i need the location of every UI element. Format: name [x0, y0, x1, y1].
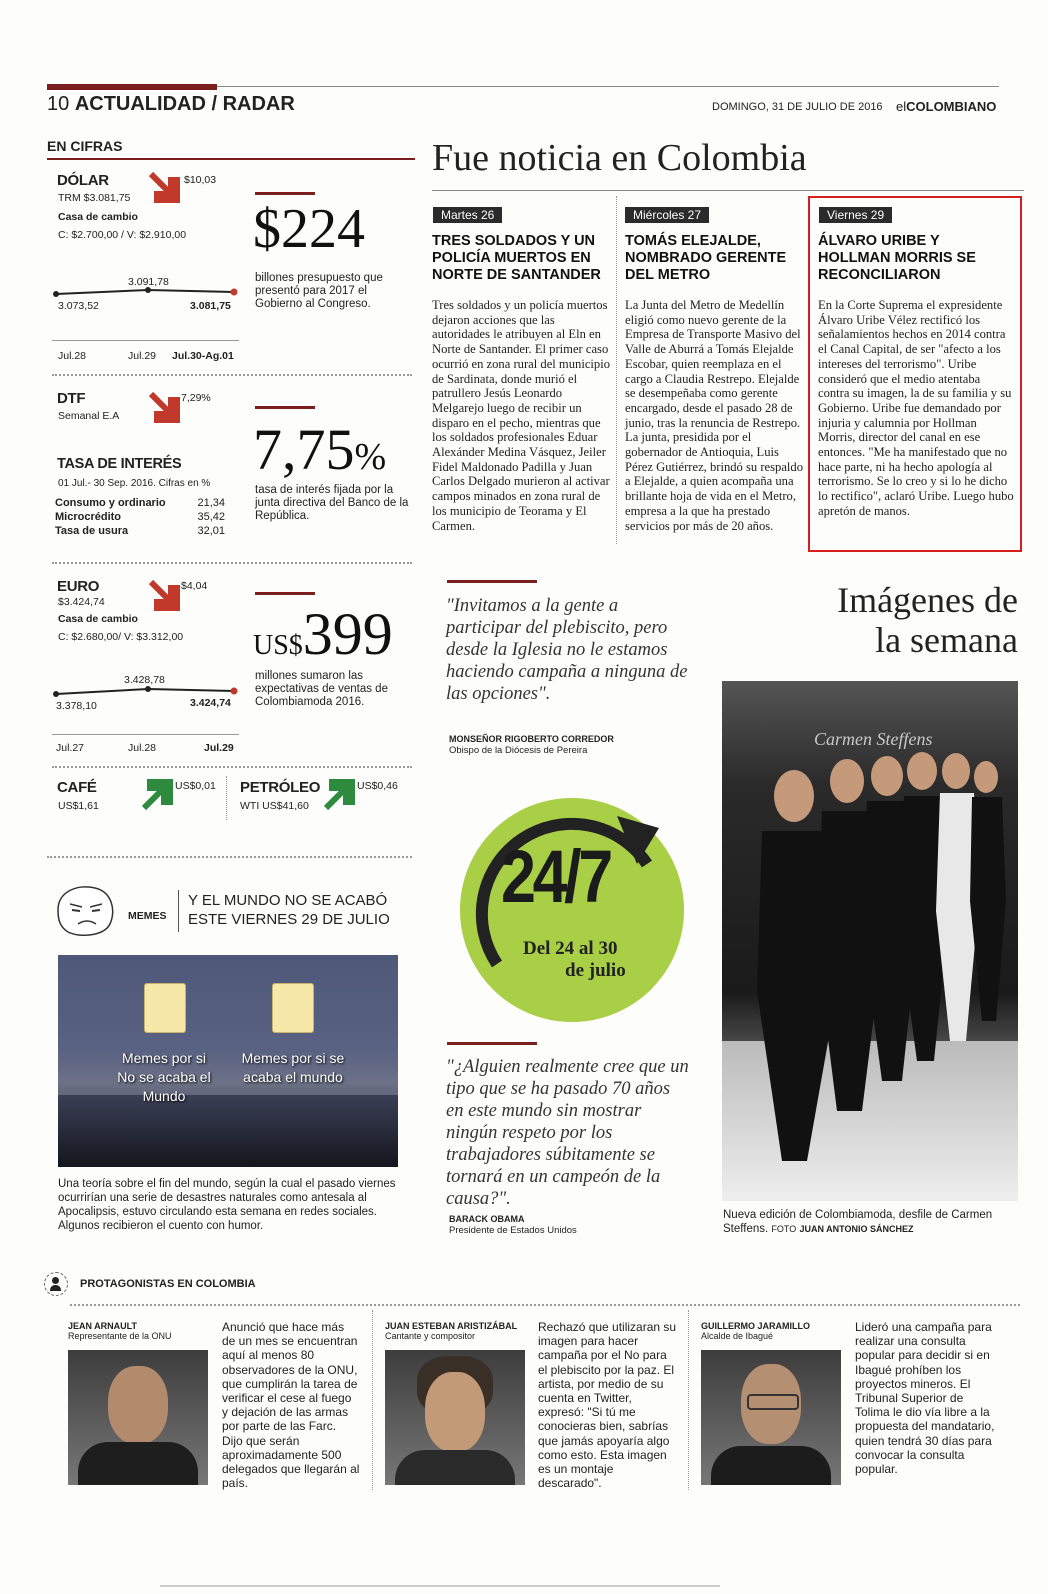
runway-photo — [722, 681, 1018, 1201]
big1-value: $224 — [253, 198, 365, 260]
issue-date: DOMINGO, 31 DE JULIO DE 2016 — [712, 101, 883, 113]
person-icon — [44, 1272, 68, 1296]
big2-pct: % — [354, 436, 387, 478]
big3-number: 399 — [302, 601, 393, 667]
euro-axis — [52, 734, 239, 735]
imagenes-caption-text: Nueva edición de Colombiamoda, desfile de Carmen Steffens. — [723, 1209, 993, 1235]
person-name: JEAN ARNAULT — [68, 1321, 137, 1331]
meme-face-icon — [50, 880, 120, 940]
quote1-text: "Invitamos a la gente a participar del plebiscito, pero desde la Iglesia no le estamos haciendo campaña a ninguna de las opciones". — [446, 596, 688, 704]
meme-sea — [58, 1095, 398, 1167]
arrow-up-icon — [140, 778, 174, 812]
protagonistas-label: PROTAGONISTAS EN COLOMBIA — [80, 1278, 256, 1290]
person-name: GUILLERMO JARAMILLO — [701, 1321, 810, 1331]
bottom-rule — [160, 1585, 720, 1587]
dolar-title: DÓLAR — [57, 172, 109, 189]
subsection-name: RADAR — [222, 93, 295, 115]
petroleo-title: PETRÓLEO — [240, 779, 321, 796]
euro-casa-value: C: $2.680,00/ V: $3.312,00 — [58, 631, 184, 643]
dolar-v2: 3.091,78 — [128, 276, 169, 288]
person-role: Representante de la ONU — [68, 1331, 172, 1341]
tasa-value: 35,42 — [197, 511, 225, 523]
news-headline: ÁLVARO URIBE Y HOLLMAN MORRIS SE RECONCILIARON — [818, 233, 976, 283]
protagonistas-rule — [70, 1304, 1020, 1306]
person-text: Rechazó que utilizaran su imagen para hacer campaña por el No para el plebiscito por la paz. El artista, por medio de su cuenta en Twitter, expresó: "Si tú me conocieras bien, sabrías que jamás apoyaría algo como esto. Esta imagen es un montaje descarado". — [538, 1320, 677, 1491]
foto-author: JUAN ANTONIO SÁNCHEZ — [799, 1224, 914, 1234]
petroleo-value: WTI US$41,60 — [240, 800, 309, 812]
person-text: Lideró una campaña para realizar una consulta popular para decidir si en Ibagué prohíben los proyectos mineros. El Tribunal Superior de Tolima le dio vía libre a la propuesta del mandatario, quien tendrá 30 días para convocar la consulta popular. — [855, 1320, 995, 1477]
section-name: ACTUALIDAD — [74, 93, 206, 115]
quote2-role: Presidente de Estados Unidos — [449, 1225, 577, 1236]
arrow-down-icon — [147, 578, 181, 612]
folder-icon[interactable] — [272, 983, 314, 1033]
news-body: En la Corte Suprema el expresidente Álvaro Uribe Vélez rectificó los señalamientos hechos en 2014 contra el Canal Capital, de ser "afecto a los intereses del terrorismo". Uribe consideró que el medio atentaba contra su imagen, la de su familia y su Gobierno. Uribe fue demandado por injuria y calumnia por Hollman Morris, director del canal en ese entonces. "Me ha manifestado que no hace parte, ni ha hecho apología al terrorismo. Se lo creo y si lo he dicho lo rectifico", aclaró Uribe. Luego hubo apretón de manos. — [818, 298, 1014, 518]
big2-rule — [255, 406, 315, 409]
noticia-rule — [432, 190, 1024, 191]
quote2-author: BARACK OBAMA — [449, 1214, 525, 1224]
news-body: La Junta del Metro de Medellín eligió como nuevo gerente de la Empresa de Transporte Masivo del Valle de Aburrá a Tomás Elejalde Escobar, quien reemplaza en el cargo a Claudia Restrepo. Elejalde se desempeñaba como gerente encargado, desde el pasado 28 de junio, tras la renuncia de Restrepo. La junta, presidida por el gobernador de Antioquia, Luis Pérez Gutiérrez, brindó su respaldo a Elejalde, a quien acompaña una brillante hoja de vida en el Metro, empresa a la que ha prestado servicios por más de 20 años. — [625, 298, 803, 533]
tasa-value: 21,34 — [197, 497, 225, 509]
quote2-rule — [447, 1042, 537, 1045]
weekly-badge — [441, 788, 703, 1024]
cafe-divider — [226, 776, 227, 820]
table-row — [55, 510, 225, 524]
day-tag: Martes 26 — [433, 207, 502, 223]
tasa-label: Microcrédito — [55, 511, 122, 523]
news-headline: TOMÁS ELEJALDE, NOMBRADO GERENTE DEL METRO — [625, 233, 787, 283]
memes-title: Y EL MUNDO NO SE ACABÓ ESTE VIERNES 29 DE JULIO — [188, 892, 390, 928]
big3-rule — [255, 592, 315, 595]
foto-label: FOTO — [771, 1224, 797, 1234]
person-photo — [701, 1350, 841, 1485]
column-divider — [616, 196, 617, 544]
imagenes-title-line2: la semana — [875, 620, 1018, 660]
page-number: 10 — [47, 93, 70, 115]
table-row — [55, 496, 225, 510]
tasa-label: Tasa de usura — [55, 525, 129, 537]
big1-rule — [255, 192, 315, 195]
person-photo — [385, 1350, 525, 1485]
page-header — [47, 93, 295, 116]
tasa-label: Consumo y ordinario — [55, 497, 166, 509]
dtf-title: DTF — [57, 390, 86, 407]
cifras-label: EN CIFRAS — [47, 138, 123, 154]
dolar-axis — [52, 340, 239, 341]
big1-desc: billones presupuesto que presentó para 2017 el Gobierno al Congreso. — [255, 272, 383, 310]
memes-label: MEMES — [128, 910, 167, 922]
dolar-change: $10,03 — [184, 174, 217, 186]
meme-desktop-image — [58, 955, 398, 1167]
person-role: Alcalde de Ibagué — [701, 1331, 774, 1341]
person-photo — [68, 1350, 208, 1485]
arrow-down-icon — [147, 170, 181, 204]
big3-desc: millones sumaron las expectativas de ventas de Colombiamoda 2016. — [255, 670, 388, 708]
memes-divider — [178, 890, 179, 932]
euro-d1: Jul.27 — [56, 742, 85, 754]
tasa-title: TASA DE INTERÉS — [57, 456, 182, 472]
noticia-title: Fue noticia en Colombia — [432, 137, 807, 179]
euro-value: $3.424,74 — [58, 596, 105, 608]
folder-icon[interactable] — [144, 983, 186, 1033]
badge-sub2: de julio — [565, 960, 626, 981]
memes-caption: Una teoría sobre el fin del mundo, según la cual el pasado viernes ocurrirían una serie de desastres naturales como antesala al Apocalipsis, estuvo circulando esta semana en redes sociales. Algunos recibieron el cuento con humor. — [58, 1178, 396, 1232]
day-tag: Viernes 29 — [819, 207, 892, 223]
euro-v2: 3.428,78 — [124, 674, 165, 686]
imagenes-title-line1: Imágenes de — [837, 580, 1018, 620]
cafe-value: US$1,61 — [58, 800, 99, 812]
runway-sign: Carmen Steffens — [814, 729, 933, 749]
imagenes-title — [780, 580, 1018, 660]
news-headline: TRES SOLDADOS Y UN POLICÍA MUERTOS EN NORTE DE SANTANDER — [432, 233, 601, 283]
cifras-divider — [52, 766, 412, 768]
dolar-d2: Jul.29 — [128, 350, 157, 362]
quote1-author: MONSEÑOR RIGOBERTO CORREDOR — [449, 734, 614, 744]
person-text: Anunció que hace más de un mes se encuentran aquí al menos 80 observadores de la ONU, que cumplirán la tarea de verificar el cese al fuego y dejación de las armas por parte de las Farc. Dijo que serán aproximadamente 500 delegados que llegarán al país. — [222, 1320, 360, 1491]
dolar-trm: TRM $3.081,75 — [58, 192, 131, 204]
cifras-divider — [52, 562, 412, 564]
euro-v3: 3.424,74 — [190, 697, 231, 709]
brand-logo — [896, 99, 996, 114]
person-role: Cantante y compositor — [385, 1331, 476, 1341]
badge-sub1: Del 24 al 30 — [523, 938, 618, 959]
petroleo-change: US$0,46 — [357, 780, 398, 792]
euro-d3: Jul.29 — [204, 742, 234, 754]
person-name: JUAN ESTEBAN ARISTIZÁBAL — [385, 1321, 518, 1331]
folder2-label[interactable]: Memes por si se acaba el mundo — [241, 1050, 345, 1085]
day-tag: Miércoles 27 — [625, 207, 709, 223]
news-body: Tres soldados y un policía muertos dejaron acciones que las autoridades le atribuyen al Eln en Norte de Santander. El primer caso ocurrió en zona rural del municipio de Sardinata, donde murió el patrullero Jesús Leonardo Melgarejo luego de recibir un disparo en el pecho, mientras que los soldados profesionales Eduar Alexánder Medina Vásquez, Jeiler Fidel Maldonado Padilla y Juan Carlos Delgado murieron al activar campos minados en zona rural de los municipio de Teorama y El Carmen. — [432, 298, 610, 533]
big3-prefix: US$ — [253, 630, 303, 661]
big2-desc: tasa de interés fijada por la junta directiva del Banco de la República. — [255, 484, 409, 522]
dtf-sub: Semanal E.A — [58, 410, 120, 422]
quote1-rule — [447, 580, 537, 583]
tasa-table — [55, 496, 225, 538]
dolar-v1: 3.073,52 — [58, 300, 99, 312]
badge-big: 24/7 — [501, 835, 610, 918]
euro-change: $4,04 — [181, 580, 208, 592]
quote1-role: Obispo de la Diócesis de Pereira — [449, 745, 588, 756]
table-row — [55, 524, 225, 538]
cafe-title: CAFÉ — [57, 779, 97, 796]
dolar-d1: Jul.28 — [58, 350, 87, 362]
dolar-casa-value: C: $2.700,00 / V: $2.910,00 — [58, 229, 187, 241]
brand-prefix: el — [896, 99, 907, 114]
arrow-up-icon — [322, 778, 356, 812]
header-rule — [217, 86, 999, 87]
section-divider — [47, 856, 412, 858]
dolar-v3: 3.081,75 — [190, 300, 231, 312]
big2-number: 7,75 — [253, 417, 355, 482]
euro-v1: 3.378,10 — [56, 700, 97, 712]
brand-name: COLOMBIANO — [906, 99, 997, 114]
big3-value — [253, 602, 393, 678]
cafe-change: US$0,01 — [175, 780, 216, 792]
big2-value — [253, 418, 386, 489]
models-figure — [722, 741, 1018, 1201]
tasa-value: 32,01 — [197, 525, 225, 537]
cifras-divider — [52, 374, 412, 376]
header-accent-bar — [47, 84, 217, 90]
folder1-label[interactable]: Memes por si No se acaba el Mundo — [117, 1050, 211, 1104]
column-divider — [372, 1310, 373, 1490]
imagenes-caption — [723, 1208, 1013, 1236]
header-slash: / — [211, 93, 218, 115]
quote2-text: "¿Alguien realmente cree que un tipo que se ha pasado 70 años en este mundo sin mostrar ningún respeto por los trabajadores súbitamente se tornará en un campeón de la causa?". — [446, 1057, 689, 1209]
euro-casa-label: Casa de cambio — [58, 613, 138, 625]
tasa-sub: 01 Jul.- 30 Sep. 2016. Cifras en % — [58, 478, 211, 489]
arrow-down-icon — [147, 390, 181, 424]
column-divider — [688, 1310, 689, 1490]
euro-d2: Jul.28 — [128, 742, 157, 754]
cifras-rule — [47, 158, 415, 160]
euro-title: EURO — [57, 578, 100, 595]
dolar-casa-label: Casa de cambio — [58, 211, 138, 223]
dolar-d3: Jul.30-Ag.01 — [172, 350, 234, 362]
dtf-change: 7,29% — [181, 392, 211, 404]
